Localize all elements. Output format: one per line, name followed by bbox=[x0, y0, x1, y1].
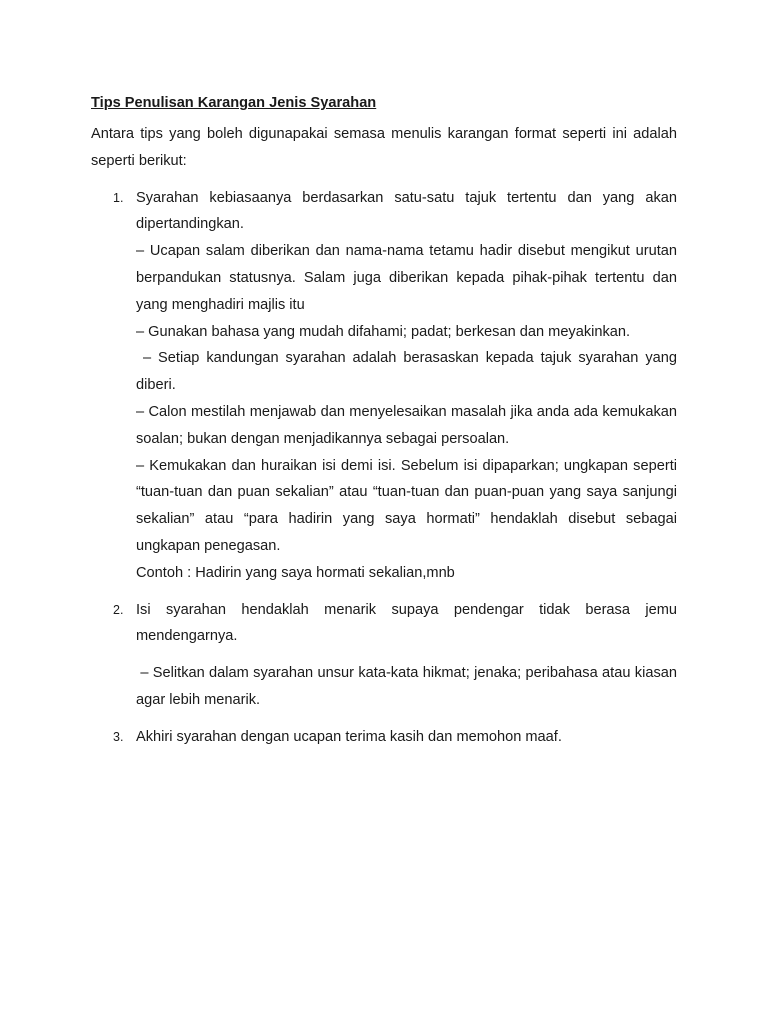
item-paragraph: Akhiri syarahan dengan ucapan terima kasih dan memohon maaf. bbox=[136, 728, 562, 745]
document-title: Tips Penulisan Karangan Jenis Syarahan bbox=[91, 95, 377, 111]
list-item bbox=[91, 597, 682, 714]
list-number: 3. bbox=[113, 729, 124, 744]
list-item bbox=[91, 185, 682, 587]
item-paragraph: – Selitkan dalam syarahan unsur kata-kata hikmat; jenaka; peribahasa atau kiasan agar lebih menarik. bbox=[136, 665, 682, 708]
item-paragraph: – Ucapan salam diberikan dan nama-nama tetamu hadir disebut mengikut urutan berpandukan statusnya. Salam juga diberikan kepada pihak-pihak tertentu dan yang menghadiri majlis itu bbox=[136, 243, 677, 313]
item-paragraph: Contoh : Hadirin yang saya hormati sekalian,mnb bbox=[136, 564, 455, 581]
intro-paragraph: Antara tips yang boleh digunapakai semasa menulis karangan format seperti ini adalah seperti berikut: bbox=[91, 126, 677, 169]
list-item bbox=[91, 724, 677, 751]
item-paragraph: Isi syarahan hendaklah menarik supaya pendengar tidak berasa jemu mendengarnya. bbox=[136, 601, 677, 645]
item-paragraph: – Setiap kandungan syarahan adalah berasaskan kepada tajuk syarahan yang diberi. bbox=[136, 350, 682, 394]
item-paragraph: – Gunakan bahasa yang mudah difahami; padat; berkesan dan meyakinkan. bbox=[136, 323, 631, 340]
tips-list bbox=[91, 185, 682, 751]
item-paragraph: – Calon mestilah menjawab dan menyelesaikan masalah jika anda ada kemukakan soalan; bukan dengan menjadikannya sebagai persoalan. bbox=[136, 403, 677, 447]
item-paragraph: Syarahan kebiasaanya berdasarkan satu-satu tajuk tertentu dan yang akan dipertandingkan. bbox=[136, 189, 677, 233]
list-number: 2. bbox=[113, 602, 124, 617]
document-page bbox=[91, 93, 682, 761]
item-paragraph: – Kemukakan dan huraikan isi demi isi. Sebelum isi dipaparkan; ungkapan seperti “tuan-tuan dan puan sekalian” atau “tuan-tuan dan puan-puan yang saya sanjungi sekalian” atau “para hadirin yang saya hormati” hendaklah disebut sebagai ungkapan penegasan. bbox=[136, 457, 677, 554]
list-number: 1. bbox=[113, 190, 124, 205]
